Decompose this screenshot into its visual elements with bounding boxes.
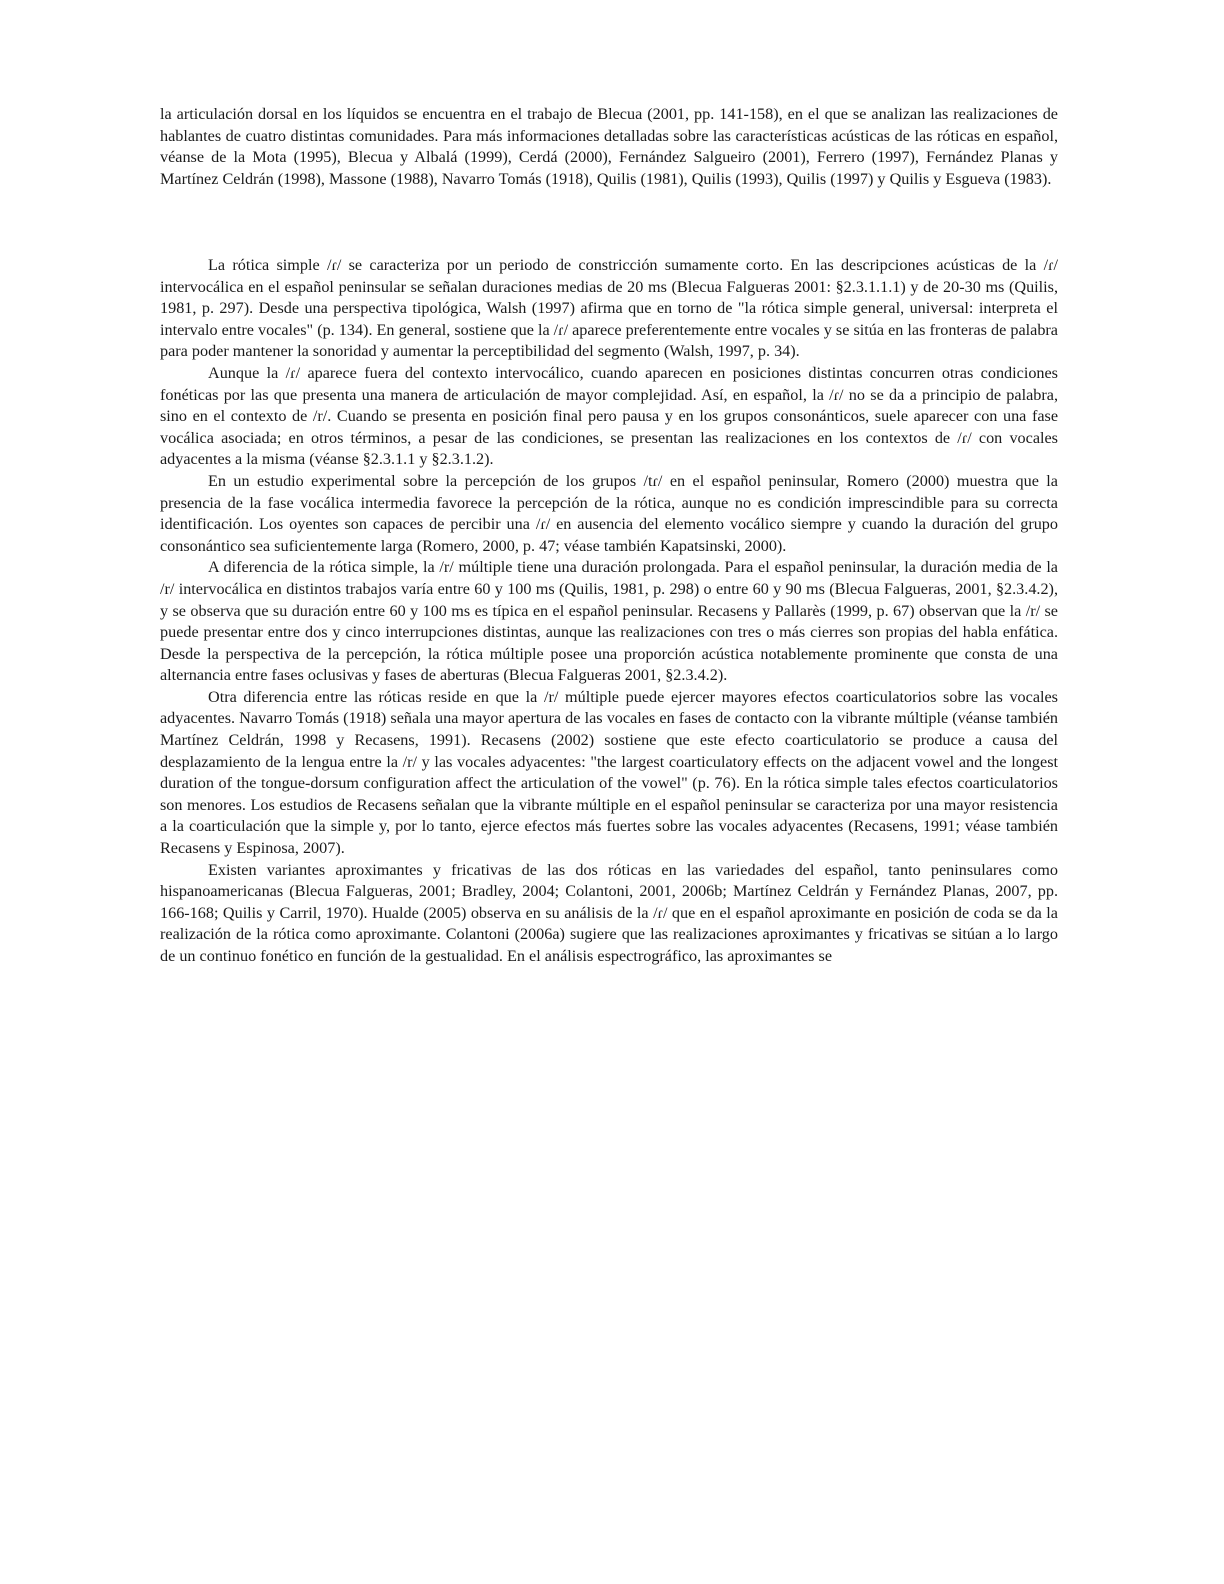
body-paragraph-1: La rótica simple /ɾ/ se caracteriza por un periodo de constricción sumamente corto. En las descripciones acústicas de la /ɾ/ intervocálica en el español peninsular se señalan duraciones medias de 20 ms (Blecua Falgueras 2001: §2.3.1.1.1) y de 20-30 ms (Quilis, 1981, p. 297). Desde una perspectiva tipológica, Walsh (1997) afirma que en torno de "la rótica simple general, universal: interpreta el intervalo entre vocales" (p. 134). En general, sostiene que la /ɾ/ aparece preferentemente entre vocales y se sitúa en las fronteras de palabra para poder mantener la sonoridad y aumentar la perceptibilidad del segmento (Walsh, 1997, p. 34). [160,256,1058,361]
intro-paragraph: la articulación dorsal en los líquidos se encuentra en el trabajo de Blecua (2001, pp. 141-158), en el que se analizan las realizaciones de hablantes de cuatro distintas comunidades. Para más informaciones detalladas sobre las características acústicas de las róticas en español, véanse de la Mota (1995), Blecua y Albalá (1999), Cerdá (2000), Fernández Salgueiro (2001), Ferrero (1997), Fernández Planas y Martínez Celdrán (1998), Massone (1988), Navarro Tomás (1918), Quilis (1981), Quilis (1993), Quilis (1997) y Quilis y Esgueva (1983). [160,105,1058,188]
body-paragraph-3: En un estudio experimental sobre la percepción de los grupos /tɾ/ en el español peninsular, Romero (2000) muestra que la presencia de la fase vocálica intermedia favorece la percepción de la rótica, aunque no es condición imprescindible para su correcta identificación. Los oyentes son capaces de percibir una /ɾ/ en ausencia del elemento vocálico siempre y cuando la duración del grupo consonántico sea suficientemente larga (Romero, 2000, p. 47; véase también Kapatsinski, 2000). [160,471,1058,555]
body-paragraph-4: A diferencia de la rótica simple, la /r/ múltiple tiene una duración prolongada. Para el español peninsular, la duración media de la /r/ intervocálica en distintos trabajos varía entre 60 y 100 ms (Quilis, 1981, p. 298) o entre 60 y 90 ms (Blecua Falgueras, 2001, §2.3.4.2), y se observa que su duración entre 60 y 100 ms es típica en el español peninsular. Recasens y Pallarès (1999, p. 67) observan que la /r/ se puede presentar entre dos y cinco interrupciones distintas, aunque las realizaciones con tres o más cierres son propias del habla enfática. Desde la perspectiva de la percepción, la rótica múltiple posee una proporción acústica notablemente prominente que consta de una alternancia entre fases oclusivas y fases de aberturas (Blecua Falgueras 2001, §2.3.4.2). [160,558,1058,685]
main-text-block [160,255,1058,968]
body-paragraph-5: Otra diferencia entre las róticas reside en que la /r/ múltiple puede ejercer mayores efectos coarticulatorios sobre las vocales adyacentes. Navarro Tomás (1918) señala una mayor apertura de las vocales en fases de contacto con la vibrante múltiple (véanse también Martínez Celdrán, 1998 y Recasens, 1991). Recasens (2002) sostiene que este efecto coarticulatorio se produce a causa del desplazamiento de la lengua entre la /r/ y las vocales adyacentes: "the largest coarticulatory effects on the adjacent vowel and the longest duration of the tongue-dorsum configuration affect the articulation of the vowel" (p. 76). En la rótica simple tales efectos coarticulatorios son menores. Los estudios de Recasens señalan que la vibrante múltiple en el español peninsular se caracteriza por una mayor resistencia a la coarticulación que la simple y, por lo tanto, ejerce efectos más fuertes sobre las vocales adyacentes (Recasens, 1991; véase también Recasens y Espinosa, 2007). [160,687,1058,858]
body-paragraph-2: Aunque la /ɾ/ aparece fuera del contexto intervocálico, cuando aparecen en posiciones distintas concurren otras condiciones fonéticas por las que presenta una manera de articulación de mayor complejidad. Así, en español, la /ɾ/ no se da a principio de palabra, sino en el contexto de /r/. Cuando se presenta en posición final pero pausa y en los grupos consonánticos, suele aparecer con una fase vocálica asociada; en otros términos, a pesar de las condiciones, se presentan las realizaciones en los contextos de /ɾ/ con vocales adyacentes a la misma (véanse §2.3.1.1 y §2.3.1.2). [160,363,1058,469]
intro-text-block [160,104,1058,190]
body-paragraph-6: Existen variantes aproximantes y fricativas de las dos róticas en las variedades del español, tanto peninsulares como hispanoamericanas (Blecua Falgueras, 2001; Bradley, 2004; Colantoni, 2001, 2006b; Martínez Celdrán y Fernández Planas, 2007, pp. 166-168; Quilis y Carril, 1970). Hualde (2005) observa en su análisis de la /ɾ/ que en el español aproximante en posición de coda se da la realización de la rótica como aproximante. Colantoni (2006a) sugiere que las realizaciones aproximantes y fricativas se sitúan a lo largo de un continuo fonético en función de la gestualidad. En el análisis espectrográfico, las aproximantes se [160,860,1058,965]
